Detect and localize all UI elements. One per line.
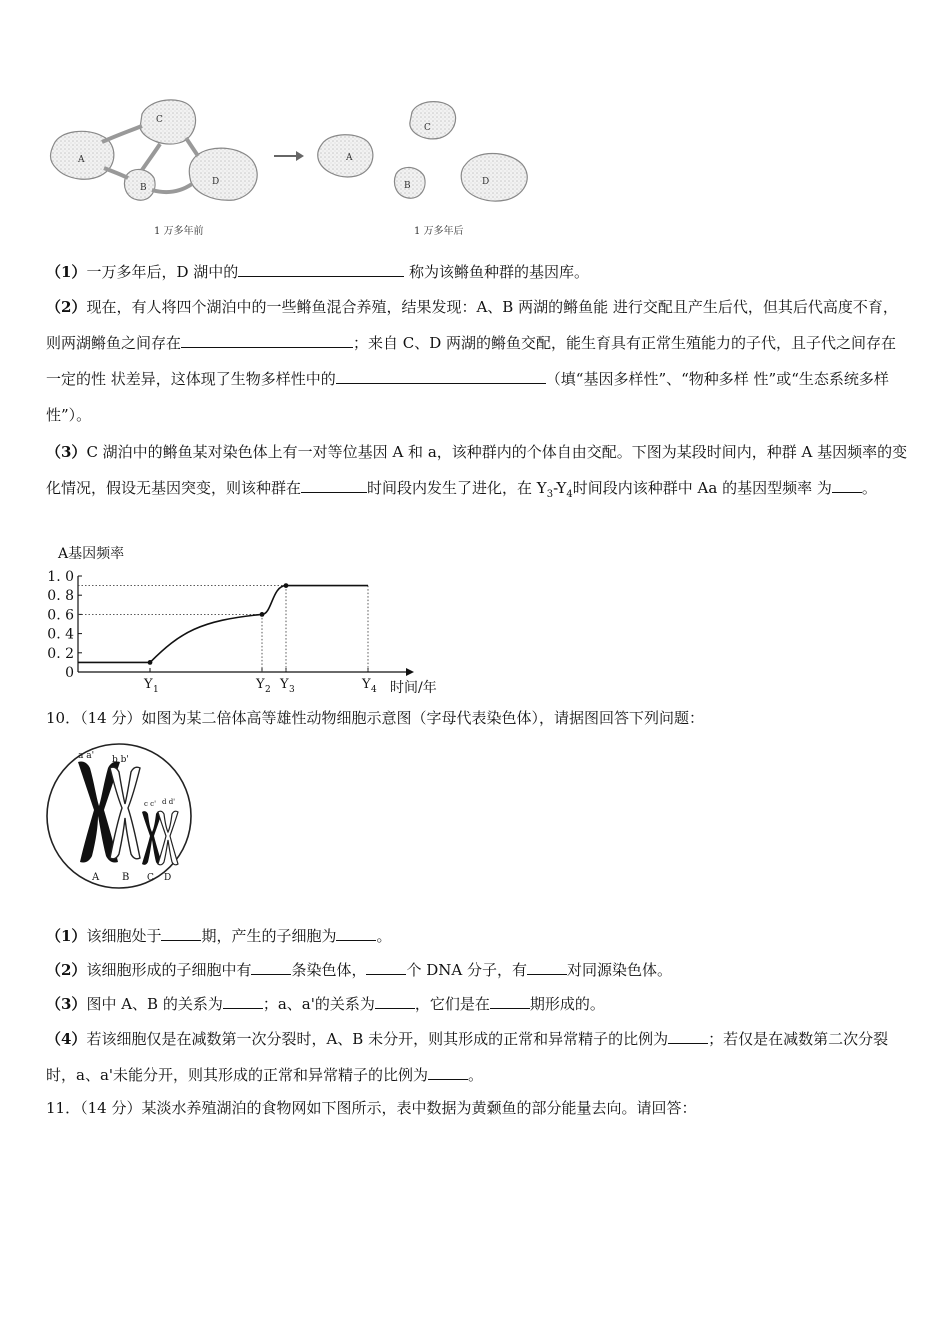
cell-label-top-a: a a' <box>78 751 95 761</box>
cell-label-top-d: d d' <box>162 798 176 806</box>
q10-heading: 10．（14 分）如图为某二倍体高等雄性动物细胞示意图（字母代表染色体），请据图回答下列问题： <box>46 709 704 727</box>
x-tick-label: Y <box>144 677 153 692</box>
y-tick-label: 0. 6 <box>47 607 74 624</box>
chromosome-b <box>110 767 140 859</box>
y-tick-label: 1. 0 <box>47 569 74 585</box>
y-tick-label: 0. 2 <box>47 645 74 662</box>
q9-part3: （3）C 湖泊中的鳉鱼某对染色体上有一对等位基因 A 和 a，该种群内的个体自由交配。下图为某段时间内，种群 A 基因频率的变化情况，假设无基因突变，则该种群在 时间段内发生了进化，在 $Y_3-Y_4$时间段内该种群中 Aa 的基因型频率 为 。 <box>46 443 908 500</box>
cell-label-b: B <box>122 872 130 883</box>
cell-diagram <box>44 740 194 890</box>
data-point <box>284 583 289 588</box>
x-tick-label: Y <box>256 677 265 692</box>
allele-frequency-chart <box>40 540 460 700</box>
answer-blank[interactable] <box>336 369 546 384</box>
answer-blank[interactable] <box>832 478 862 493</box>
x-tick-label: Y <box>362 677 371 692</box>
lake-d-before <box>189 148 257 200</box>
series-segment <box>262 586 286 615</box>
answer-blank[interactable] <box>428 1065 468 1080</box>
lake-label-b-before: B <box>140 183 147 193</box>
river-b-d <box>152 184 192 192</box>
chromosome-c <box>142 811 162 865</box>
q10-part3: （3）图中 A、B 的关系为 ；a、a'的关系为 ，它们是在 期形成的。 <box>46 995 605 1013</box>
y-tick-label: 0. 4 <box>47 626 74 643</box>
after-caption: 1 万多年后 <box>414 226 464 237</box>
q9-part2: （2）现在，有人将四个湖泊中的一些鳉鱼混合养殖，结果发现：A、B 两湖的鳉鱼能 进行交配且产生后代，但其后代高度不育，则两湖鳉鱼之间存在 ；来自 C、D 两湖的鳉鱼交配，能生育具有正常生殖能力的子代，且子代之间存在一定的性 状差异，这体现了生物多样性中的 （填“基因多样性”、“物种多样 性”或“生态系统多样性”）。 <box>46 298 898 424</box>
chart-ticks <box>47 569 377 695</box>
y-tick-label: 0. 8 <box>47 588 74 605</box>
chart-axes <box>78 576 414 676</box>
lake-label-a-before: A <box>78 155 85 165</box>
answer-blank[interactable] <box>336 926 376 941</box>
x-tick-subscript: 2 <box>265 685 271 695</box>
river-a-c <box>102 126 142 142</box>
cell-label-d: D <box>164 873 172 883</box>
x-tick-subscript: 3 <box>289 685 295 695</box>
answer-blank[interactable] <box>181 333 353 348</box>
river-c-d <box>186 138 198 156</box>
chromosome-d <box>158 811 178 865</box>
answer-blank[interactable] <box>366 960 406 975</box>
answer-blank[interactable] <box>490 994 530 1009</box>
chart-guides <box>78 586 368 672</box>
y-tick-label: 0 <box>65 665 74 681</box>
x-tick-subscript: 1 <box>153 685 159 695</box>
answer-blank[interactable] <box>238 262 404 277</box>
series-segment <box>150 614 262 662</box>
lake-label-b-after: B <box>404 181 411 191</box>
lake-label-c-after: C <box>424 123 431 133</box>
arrow-icon <box>274 151 304 161</box>
x-axis-arrow <box>406 668 414 676</box>
river-a-b <box>104 168 128 178</box>
answer-blank[interactable] <box>668 1029 708 1044</box>
cell-label-a: A <box>92 872 100 883</box>
lake-diagram <box>40 92 560 242</box>
x-tick-label: Y <box>280 677 289 692</box>
q11-heading: 11．（14 分）某淡水养殖湖泊的食物网如下图所示，表中数据为黄颡鱼的部分能量去向。请回答： <box>46 1099 697 1117</box>
river-c-b <box>142 144 160 170</box>
answer-blank[interactable] <box>251 960 291 975</box>
q9-part1: （1）一万多年后，D 湖中的 称为该鳉鱼种群的基因库。 <box>46 263 590 281</box>
chart-ylabel: A基因频率 <box>58 546 125 562</box>
before-caption: 1 万多年前 <box>154 226 204 237</box>
lakes-before <box>51 100 258 200</box>
lakes-after <box>318 102 527 201</box>
lake-label-d-before: D <box>212 177 220 187</box>
answer-blank[interactable] <box>161 926 201 941</box>
answer-blank[interactable] <box>527 960 567 975</box>
answer-blank[interactable] <box>375 994 415 1009</box>
cell-label-top-c: c c' <box>144 800 156 808</box>
chart-series <box>78 583 368 665</box>
lake-label-c-before: C <box>156 115 163 125</box>
q10-part4: （4）若该细胞仅是在减数第一次分裂时，A、B 未分开，则其形成的正常和异常精子的比例为 ；若仅是在减数第二次分裂时，a、a'未能分开，则其形成的正常和异常精子的比例为 。 <box>46 1030 889 1084</box>
q10-part1: （1）该细胞处于 期，产生的子细胞为 。 <box>46 927 392 945</box>
data-point <box>260 612 265 617</box>
chart-xlabel: 时间/年 <box>390 680 437 696</box>
x-tick-subscript: 4 <box>371 685 377 695</box>
lake-label-a-after: A <box>346 153 353 163</box>
lake-d-after <box>461 154 527 202</box>
lake-label-d-after: D <box>482 177 490 187</box>
answer-blank[interactable] <box>223 994 263 1009</box>
q10-part2: （2）该细胞形成的子细胞中有 条染色体， 个 DNA 分子，有 对同源染色体。 <box>46 961 673 979</box>
data-point <box>148 660 153 665</box>
cell-label-top-b: b b' <box>112 755 129 765</box>
cell-label-c: C <box>147 873 154 883</box>
answer-blank[interactable] <box>301 478 367 493</box>
lake-c-after <box>410 102 456 139</box>
